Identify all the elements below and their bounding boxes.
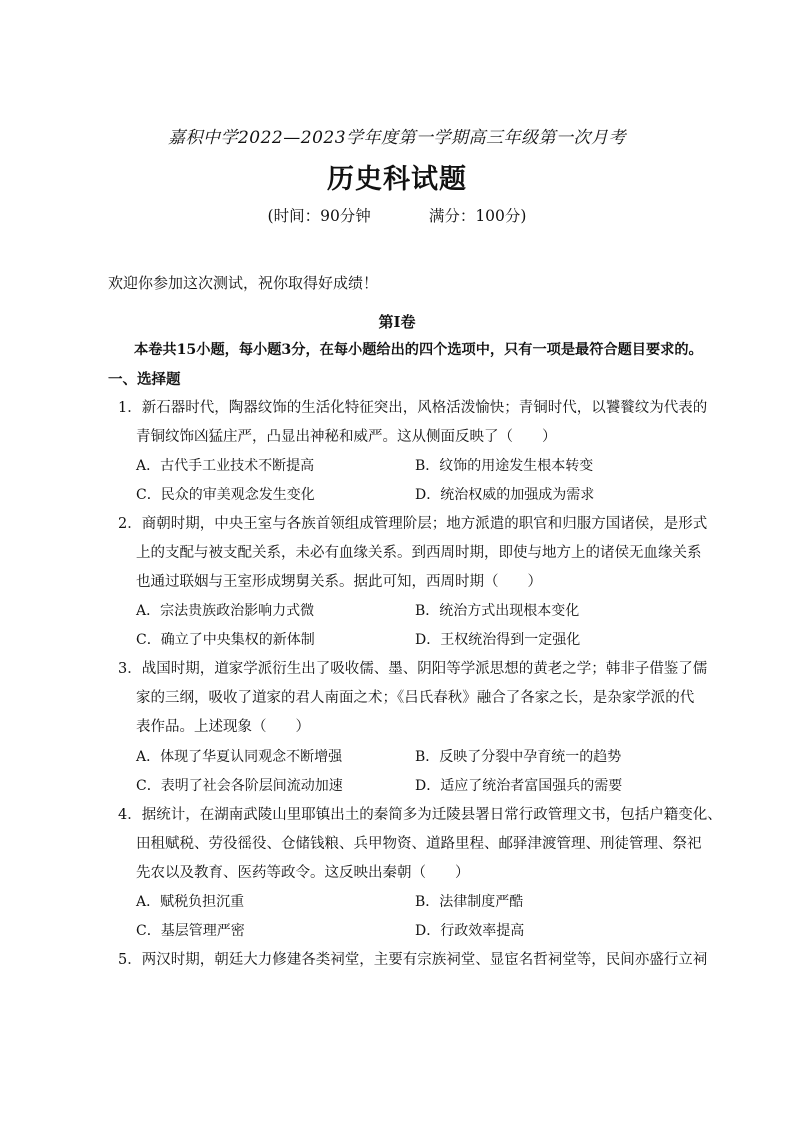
exam-full-score: 满分：100分) (428, 207, 527, 225)
question-4-option-d: D．行政效率提高 (415, 923, 525, 939)
question-2-option-c: C．确立了中央集权的新体制 (136, 632, 315, 648)
question-4-line-2: 田租赋税、劳役徭役、仓储钱粮、兵甲物资、道路里程、邮驿津渡管理、刑徒管理、祭祀 (136, 836, 702, 852)
question-4-option-a: A．赋税负担沉重 (136, 894, 245, 910)
exam-meta (0, 206, 794, 226)
question-2-option-d: D．王权统治得到一定强化 (415, 632, 581, 648)
question-2-line-1: 2．商朝时期，中央王室与各族首领组成管理阶层；地方派遣的职官和归服方国诸侯，是形式 (118, 516, 708, 532)
exam-time: (时间：90分钟 (267, 207, 371, 225)
question-1-option-b: B．纹饰的用途发生根本转变 (415, 458, 594, 474)
question-4-line-1: 4．据统计，在湖南武陵山里耶镇出土的秦简多为迁陵县署日常行政管理文书，包括户籍变化、 (118, 807, 722, 823)
question-2-line-2: 上的支配与被支配关系，未必有血缘关系。到西周时期，即使与地方上的诸侯无血缘关系 (136, 545, 702, 561)
volume-heading: 第Ⅰ卷 (378, 313, 416, 331)
question-3-line-2: 家的三纲，吸收了道家的君人南面之术；《吕氏春秋》融合了各家之长，是杂家学派的代 (136, 690, 695, 706)
question-1-line-2: 青铜纹饰凶猛庄严，凸显出神秘和威严。这从侧面反映了（ ） (136, 429, 557, 445)
question-4-option-c: C．基层管理严密 (136, 923, 245, 939)
question-1-option-c: C．民众的审美观念发生变化 (136, 487, 315, 503)
question-1-option-d: D．统治权威的加强成为需求 (415, 487, 595, 503)
question-5-line-1: 5．两汉时期，朝廷大力修建各类祠堂，主要有宗族祠堂、显宦名哲祠堂等，民间亦盛行立祠 (118, 952, 708, 968)
subject-title: 历史科试题 (327, 164, 467, 195)
question-3-option-d: D．适应了统治者富国强兵的需要 (415, 778, 623, 794)
section-instructions: 本卷共15小题，每小题3分，在每小题给出的四个选项中，只有一项是最符合题目要求的。 (134, 342, 703, 358)
question-1-option-a: A．古代手工业技术不断提高 (136, 458, 315, 474)
question-3-line-3: 表作品。上述现象（ ） (136, 719, 310, 735)
question-4-option-b: B．法律制度严酷 (415, 894, 524, 910)
school-exam-title: 嘉积中学2022—2023学年度第一学期高三年级第一次月考 (167, 128, 627, 148)
welcome-message: 欢迎你参加这次测试，祝你取得好成绩！ (108, 274, 379, 292)
question-2-option-a: A．宗法贵族政治影响力式微 (136, 603, 315, 619)
question-3-line-1: 3．战国时期，道家学派衍生出了吸收儒、墨、阴阳等学派思想的黄老之学；韩非子借鉴了儒 (118, 661, 708, 677)
question-1-line-1: 1．新石器时代，陶器纹饰的生活化特征突出，风格活泼愉快；青铜时代，以饕餮纹为代表的 (118, 400, 708, 416)
question-3-option-a: A．体现了华夏认同观念不断增强 (136, 749, 343, 765)
question-3-option-b: B．反映了分裂中孕育统一的趋势 (415, 749, 622, 765)
question-4-line-3: 先农以及教育、医药等政令。这反映出秦朝（ ） (136, 865, 470, 881)
question-3-option-c: C．表明了社会各阶层间流动加速 (136, 778, 343, 794)
section-title: 一、选择题 (108, 371, 181, 388)
question-2-line-3: 也通过联姻与王室形成甥舅关系。据此可知，西周时期（ ） (136, 574, 542, 590)
question-2-option-b: B．统治方式出现根本变化 (415, 603, 580, 619)
